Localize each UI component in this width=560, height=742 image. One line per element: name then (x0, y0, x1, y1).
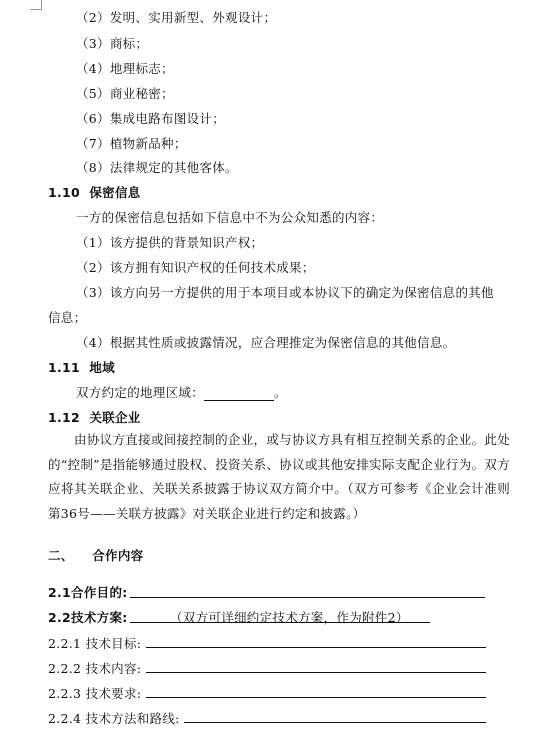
chapter-number: 二、 (48, 548, 74, 563)
plan-blank-line[interactable] (130, 622, 430, 623)
list-item: （3）该方向另一方提供的用于本项目或本协议下的确定为保密信息的其他 (76, 285, 494, 300)
list-item: （1）该方提供的背景知识产权； (76, 235, 264, 250)
field-label-2-2-4: 2.2.4 技术方法和路线: (48, 711, 180, 726)
paragraph: 一方的保密信息包括如下信息中不为公众知悉的内容： (76, 210, 384, 225)
period: 。 (274, 385, 287, 400)
field-label: 双方约定的地理区域： (76, 385, 205, 400)
section-title: 地域 (89, 360, 115, 375)
purpose-label: 2.1合作目的: (48, 585, 128, 600)
list-item: （5）商业秘密； (76, 86, 174, 101)
chapter-heading (48, 546, 143, 564)
section-number: 1.11 (48, 360, 81, 375)
method-blank-line[interactable] (184, 722, 486, 723)
list-item: （7）植物新品种； (76, 136, 187, 151)
paragraph: 由协议方直接或间接控制的企业，或与协议方具有相互控制关系的企业。此处的“控制”是指能够通过股权、投资关系、协议或其他安排实际支配企业行为。双方应将其关联企业、关联关系披露于协议双方简介中。（双方可参考《企业会计准则第36号——关联方披露》对关联企业进行约定和披露。） (48, 432, 510, 521)
section-heading-1-10 (48, 183, 141, 201)
region-blank-line[interactable] (204, 386, 274, 401)
section-number: 1.12 (48, 410, 81, 425)
section-heading-1-11 (48, 358, 115, 376)
list-item: （4）地理标志； (76, 61, 174, 76)
plan-note: （双方可详细约定技术方案，作为附件2） (170, 610, 409, 625)
section-heading-1-12 (48, 408, 141, 426)
requirements-blank-line[interactable] (146, 697, 486, 698)
list-item: （8）法律规定的其他客体。 (76, 160, 238, 175)
field-label-2-2-1: 2.2.1 技术目标: (48, 636, 142, 651)
list-item: （3）商标； (76, 36, 149, 51)
list-item: （6）集成电路布图设计； (76, 111, 226, 126)
list-item: （4）根据其性质或披露情况，应合理推定为保密信息的其他信息。 (76, 335, 456, 350)
field-label-2-2-3: 2.2.3 技术要求: (48, 686, 142, 701)
plan-label: 2.2技术方案: (48, 610, 128, 625)
chapter-title: 合作内容 (92, 548, 144, 563)
page-corner-mark (30, 0, 42, 10)
content-blank-line[interactable] (146, 672, 486, 673)
list-item: （2）该方拥有知识产权的任何技术成果； (76, 260, 315, 275)
region-field (76, 383, 287, 401)
section-title: 关联企业 (89, 410, 141, 425)
field-label-2-2-2: 2.2.2 技术内容: (48, 661, 142, 676)
goal-blank-line[interactable] (146, 647, 486, 648)
purpose-blank-line[interactable] (130, 597, 485, 598)
list-item-continuation: 信息； (48, 310, 87, 325)
section-title: 保密信息 (89, 185, 141, 200)
list-item: （2）发明、实用新型、外观设计； (76, 10, 277, 25)
section-number: 1.10 (48, 185, 81, 200)
